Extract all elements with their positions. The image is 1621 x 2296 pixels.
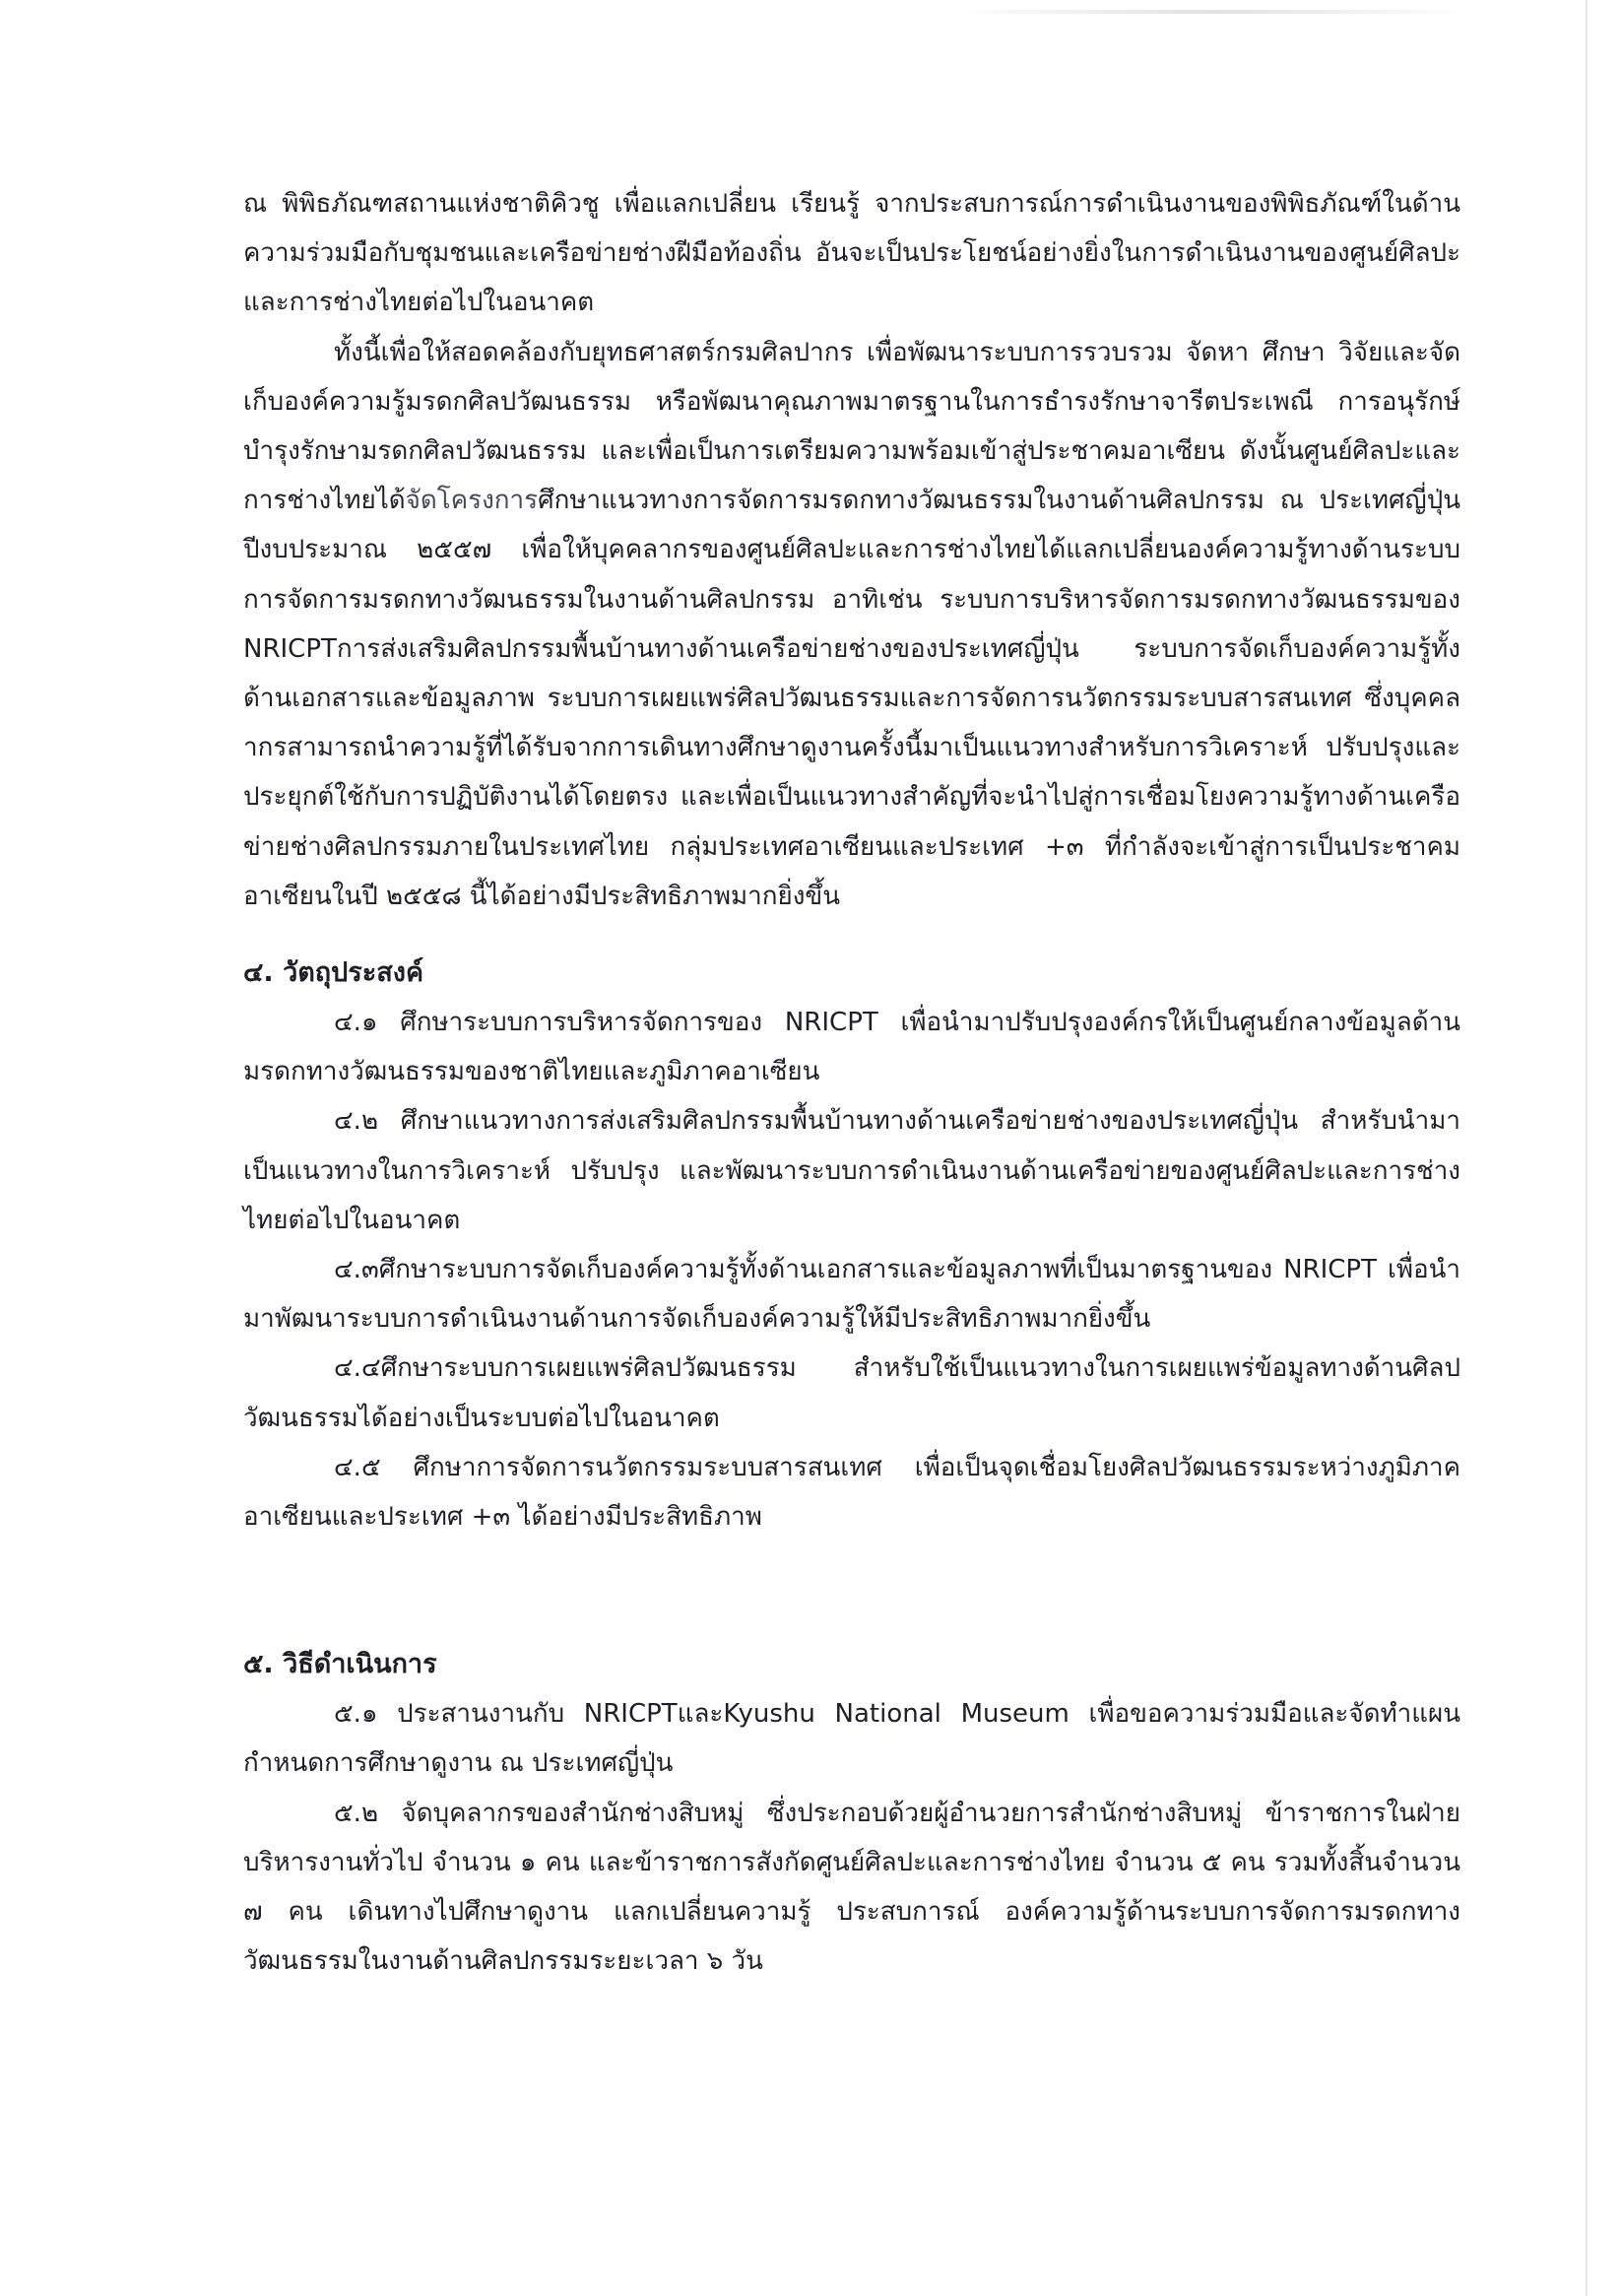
page-edge-line xyxy=(1586,0,1588,2296)
scan-artifact xyxy=(955,10,1467,14)
intro-paragraph-2 xyxy=(243,328,1460,921)
document-body xyxy=(243,179,1460,1987)
intro-paragraph-2-text-before: ทั้งนี้เพื่อให้สอดคล้องกับยุทธศาสตร์กรมศิลปากร เพื่อพัฒนาระบบการรวบรวม จัดหา ศึกษา วิจัยและจัดเก็บองค์ความรู้มรดกศิลปวัฒนธรรม หรือพัฒนาคุณภาพมาตรฐานในการธำรงรักษาจารีตประเพณี การอนุรักษ์บำรุงรักษามรดกศิลปวัฒนธรรม และเพื่อเป็นการเตรียมความพร้อมเข้าสู่ประชาคมอาเซียน ดังนั้นศูนย์ศิลปะและการช่างไทยได้ xyxy=(243,337,1460,516)
project-highlight: จัดโครงการ xyxy=(405,486,539,516)
section-spacer xyxy=(243,921,1460,949)
objective-item-4: ๔.๔ศึกษาระบบการเผยแพร่ศิลปวัฒนธรรม สำหรับใช้เป็นแนวทางในการเผยแพร่ข้อมูลทางด้านศิลปวัฒนธรรมได้อย่างเป็นระบบต่อไปในอนาคต xyxy=(243,1353,1460,1433)
section-4-heading: ๔. วัตถุประสงค์ xyxy=(243,957,424,989)
objective-item-3: ๔.๓ศึกษาระบบการจัดเก็บองค์ความรู้ทั้งด้านเอกสารและข้อมูลภาพที่เป็นมาตรฐานของ NRICPT เพื่อนำมาพัฒนาระบบการดำเนินงานด้านการจัดเก็บองค์ความรู้ให้มีประสิทธิภาพมากยิ่งขึ้น xyxy=(243,1255,1460,1335)
section-spacer xyxy=(243,1542,1460,1640)
objective-item-1: ๔.๑ ศึกษาระบบการบริหารจัดการของ NRICPT เพื่อนำมาปรับปรุงองค์กรให้เป็นศูนย์กลางข้อมูลด้านมรดกทางวัฒนธรรมของชาติไทยและภูมิภาคอาเซียน xyxy=(243,1008,1460,1087)
method-item-1: ๕.๑ ประสานงานกับ NRICPTและKyushu National Museum เพื่อขอความร่วมมือและจัดทำแผนกำหนดการศึกษาดูงาน ณ ประเทศญี่ปุ่น xyxy=(243,1699,1460,1779)
intro-paragraph-2-text-after: ศึกษาแนวทางการจัดการมรดกทางวัฒนธรรมในงานด้านศิลปกรรม ณ ประเทศญี่ปุ่น ปีงบประมาณ ๒๕๕๗ เพื่อให้บุคคลากรของศูนย์ศิลปะและการช่างไทยได้แลกเปลี่ยนองค์ความรู้ทางด้านระบบการจัดการมรดกทางวัฒนธรรมในงานด้านศิลปกรรม อาทิเช่น ระบบการบริหารจัดการมรดกทางวัฒนธรรมของ NRICPTการส่งเสริมศิลปกรรมพื้นบ้านทางด้านเครือข่ายช่างของประเทศญี่ปุ่น ระบบการจัดเก็บองค์ความรู้ทั้งด้านเอกสารและข้อมูลภาพ ระบบการเผยแพร่ศิลปวัฒนธรรมและการจัดการนวัตกรรมระบบสารสนเทศ ซึ่งบุคคลากรสามารถนำความรู้ที่ได้รับจากการเดินทางศึกษาดูงานครั้งนี้มาเป็นแนวทางสำหรับการวิเคราะห์ ปรับปรุงและประยุกต์ใช้กับการปฏิบัติงานได้โดยตรง และเพื่อเป็นแนวทางสำคัญที่จะนำไปสู่การเชื่อมโยงความรู้ทางด้านเครือข่ายช่างศิลปกรรมภายในประเทศไทย กลุ่มประเทศอาเซียนและประเทศ +๓ ที่กำลังจะเข้าสู่การเป็นประชาคมอาเซียนในปี ๒๕๕๘ นี้ได้อย่างมีประสิทธิภาพมากยิ่งขึ้น xyxy=(243,486,1460,911)
objective-item-5: ๔.๕ ศึกษาการจัดการนวัตกรรมระบบสารสนเทศ เพื่อเป็นจุดเชื่อมโยงศิลปวัฒนธรรมระหว่างภูมิภาคอาเซียนและประเทศ +๓ ได้อย่างมีประสิทธิภาพ xyxy=(243,1452,1460,1533)
method-item-2: ๕.๒ จัดบุคลากรของสำนักช่างสิบหมู่ ซึ่งประกอบด้วยผู้อำนวยการสำนักช่างสิบหมู่ ข้าราชการในฝ่ายบริหารงานทั่วไป จำนวน ๑ คน และข้าราชการสังกัดศูนย์ศิลปะและการช่างไทย จำนวน ๕ คน รวมทั้งสิ้นจำนวน ๗ คน เดินทางไปศึกษาดูงาน แลกเปลี่ยนความรู้ ประสบการณ์ องค์ความรู้ด้านระบบการจัดการมรดกทางวัฒนธรรมในงานด้านศิลปกรรมระยะเวลา ๖ วัน xyxy=(243,1798,1460,1977)
objective-item-2: ๔.๒ ศึกษาแนวทางการส่งเสริมศิลปกรรมพื้นบ้านทางด้านเครือข่ายช่างของประเทศญี่ปุ่น สำหรับนำมาเป็นแนวทางในการวิเคราะห์ ปรับปรุง และพัฒนาระบบการดำเนินงานด้านเครือข่ายของศูนย์ศิลปะและการช่างไทยต่อไปในอนาคต xyxy=(243,1106,1460,1235)
section-5-heading: ๕. วิธีดำเนินการ xyxy=(243,1649,437,1680)
intro-paragraph-1: ณ พิพิธภัณฑสถานแห่งชาติคิวชู เพื่อแลกเปลี่ยน เรียนรู้ จากประสบการณ์การดำเนินงานของพิพิธภัณฑ์ในด้านความร่วมมือกับชุมชนและเครือข่ายช่างฝีมือท้องถิ่น อันจะเป็นประโยชน์อย่างยิ่งในการดำเนินงานของศูนย์ศิลปะและการช่างไทยต่อไปในอนาคต xyxy=(243,189,1460,318)
